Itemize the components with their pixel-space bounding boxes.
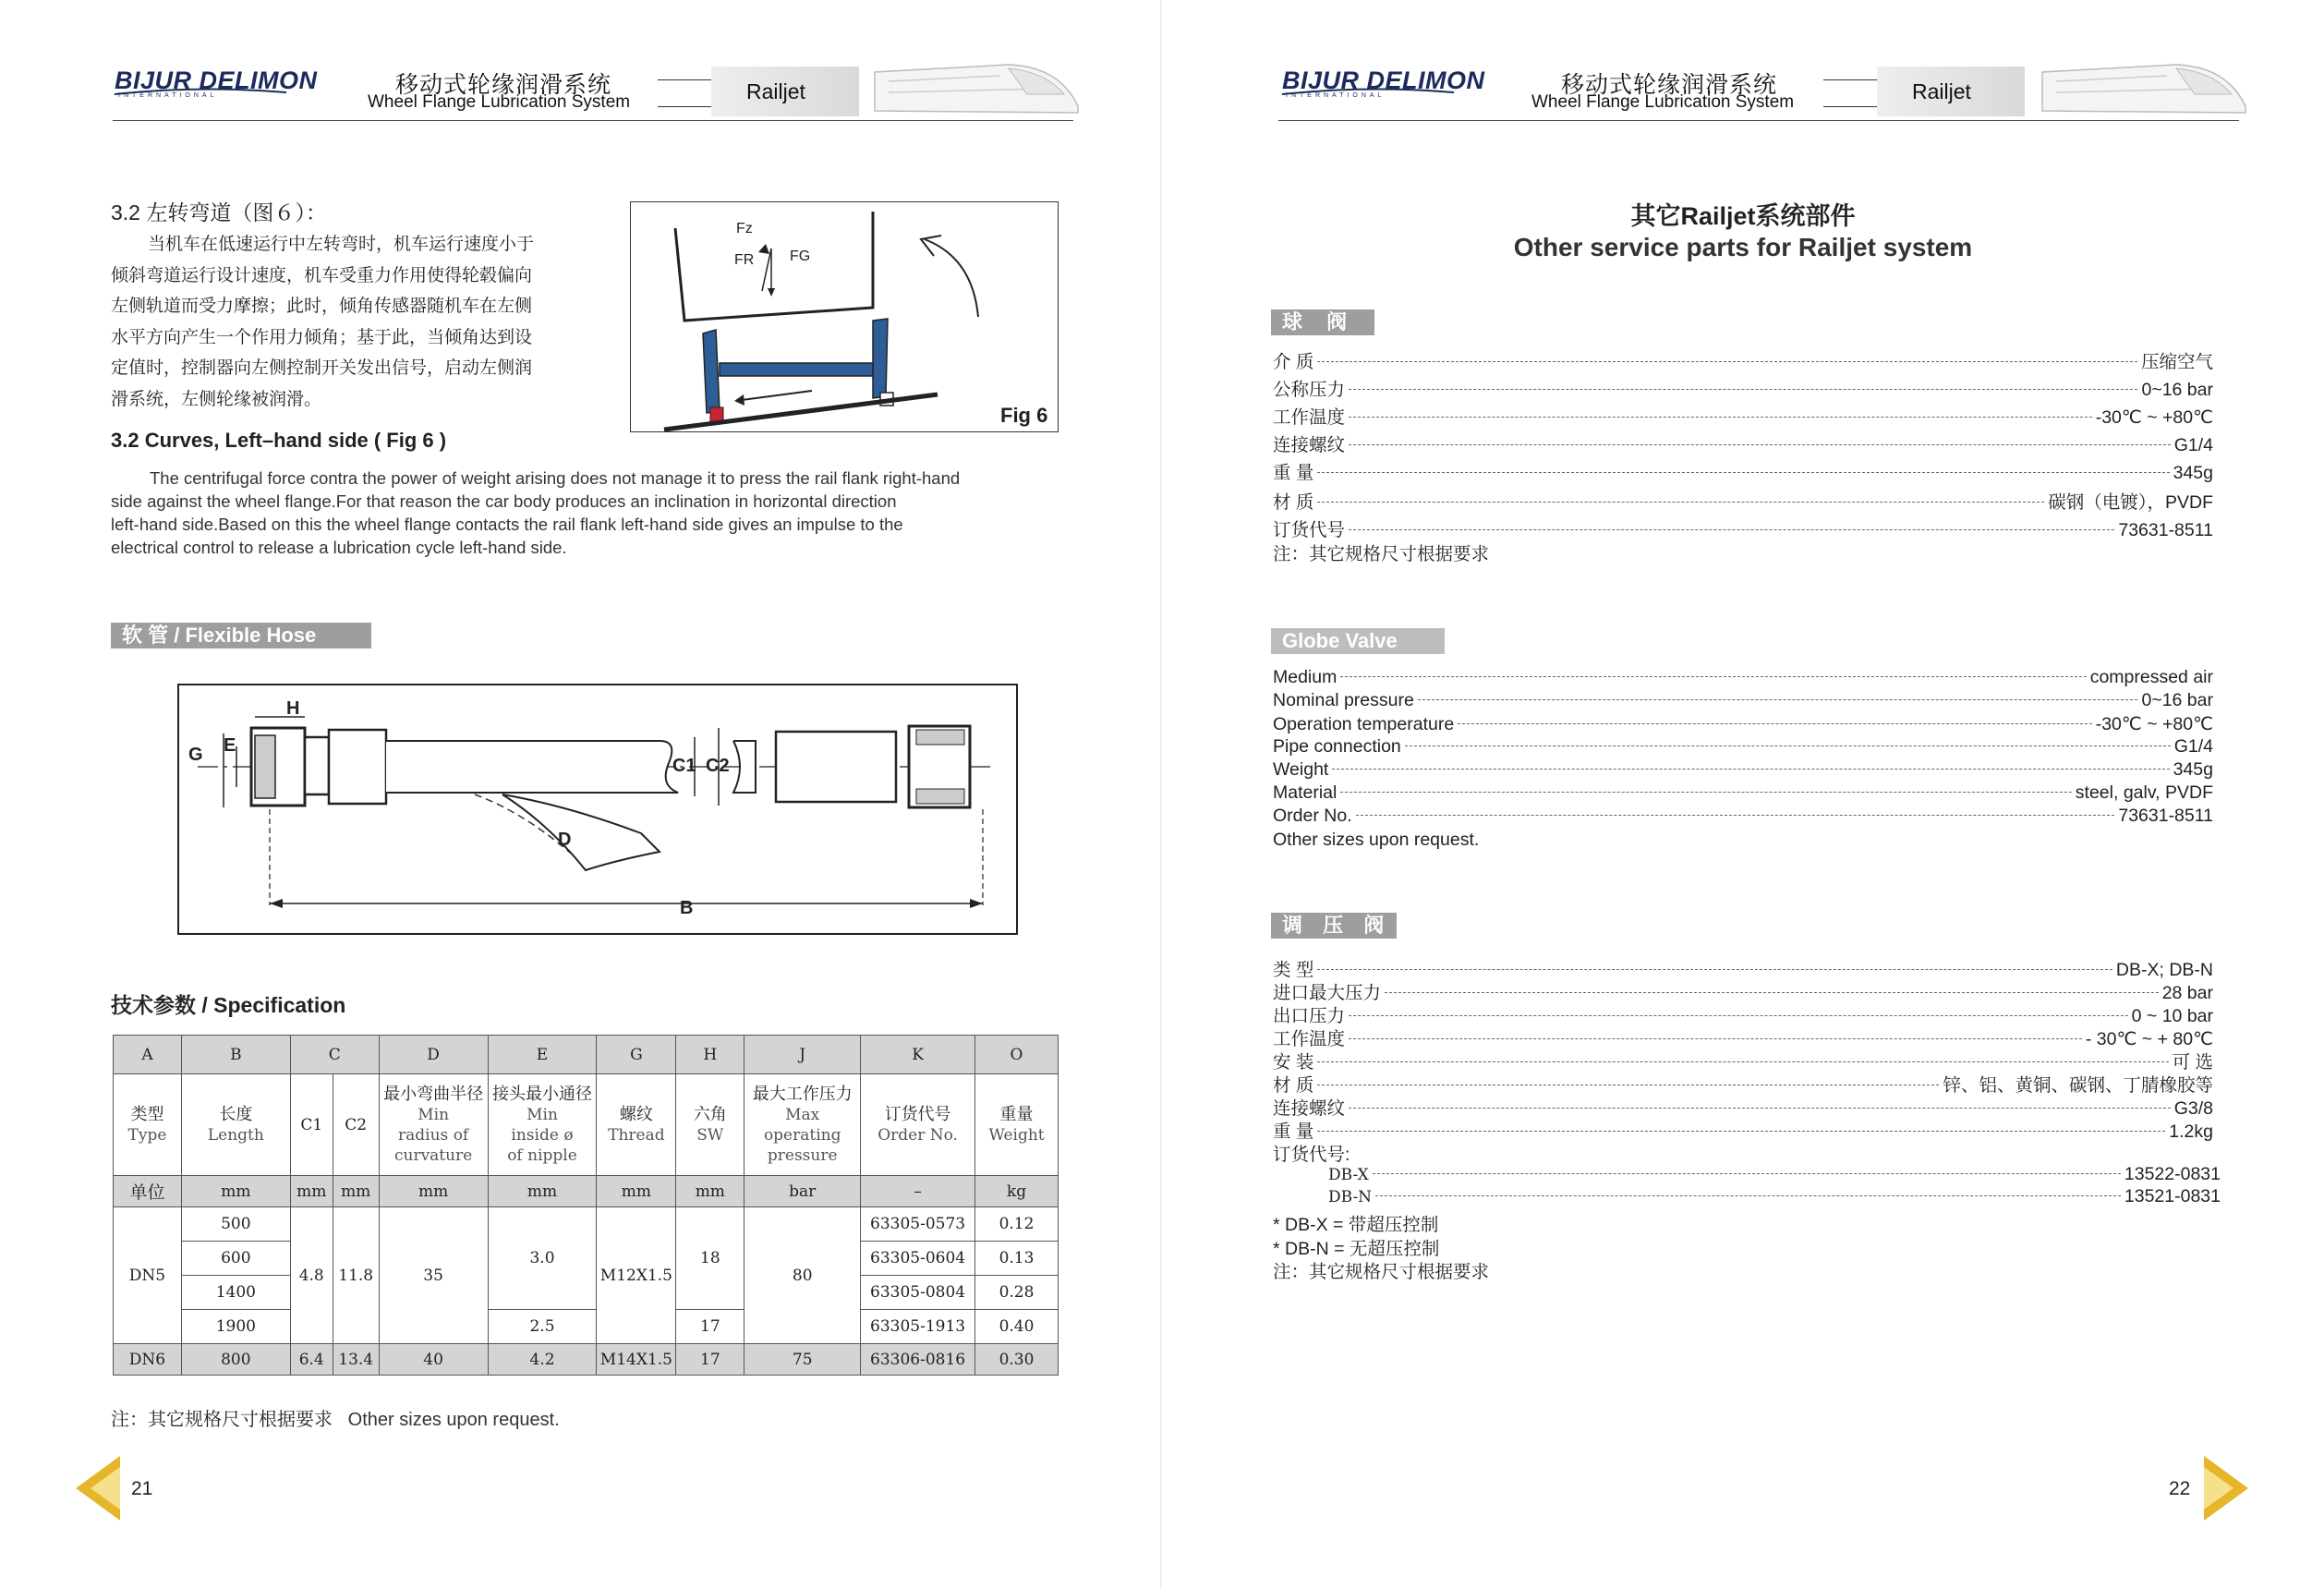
- leader-dots: [1458, 722, 2092, 724]
- spec-row-label: 重 量: [1273, 463, 1314, 483]
- leader-dots: [1349, 1037, 2082, 1039]
- hose-diagram: [179, 685, 1016, 933]
- leader-dots: [1349, 1107, 2171, 1109]
- table-cell: B: [181, 1036, 290, 1074]
- table-cell-c2: C2: [333, 1074, 379, 1176]
- leader-dots: [1317, 501, 2044, 503]
- table-cell: 1900: [181, 1310, 290, 1344]
- table-cell: 4.2: [488, 1344, 597, 1376]
- spec-row: [1273, 713, 2213, 735]
- section-cn-line: 定值时，控制器向左侧控制开关发出信号，启动左侧润: [111, 358, 533, 378]
- spec-row-value: 13521-0831: [2124, 1186, 2221, 1206]
- spec-row-value: 345g: [2173, 463, 2213, 483]
- hose-label-b: B: [680, 898, 694, 918]
- leader-dots: [1385, 991, 2159, 993]
- table-cell: 单位: [114, 1176, 182, 1207]
- spec-row: [1273, 430, 2213, 456]
- leader-dots: [1349, 416, 2092, 418]
- leader-dots: [1317, 471, 2169, 473]
- leader-dots: [1340, 675, 2086, 677]
- spec-row-label: Medium: [1273, 667, 1338, 687]
- table-cell-g: [597, 1074, 676, 1176]
- header-connector: [658, 79, 712, 107]
- leader-dots: [1405, 745, 2171, 746]
- table-cell-c1: C1: [290, 1074, 333, 1176]
- table-cell: mm: [290, 1176, 333, 1207]
- cell-line: SW: [696, 1125, 724, 1145]
- table-cell: 500: [181, 1207, 290, 1242]
- spec-row: [1273, 1094, 2213, 1120]
- cell-line: Min: [527, 1105, 558, 1124]
- leader-dots: [1349, 443, 2171, 445]
- table-cell: mm: [181, 1176, 290, 1207]
- spec-row-label: 连接螺纹: [1273, 1098, 1346, 1119]
- table-cell-o: [974, 1074, 1058, 1176]
- cell-line: 最小弯曲半径: [383, 1084, 484, 1104]
- table-cell-type: [114, 1074, 182, 1176]
- cell-line: operating: [763, 1125, 841, 1145]
- spec-row-label: 材 质: [1273, 1075, 1314, 1096]
- hose-diagram-frame: [177, 684, 1018, 935]
- ball-valve-note: 注：其它规格尺寸根据要求: [1273, 544, 1490, 564]
- spec-row-label: 介 质: [1273, 352, 1314, 372]
- section-en-line: The centrifugal force contra the power of weight arising does not manage it to press the rail flank right-hand: [150, 468, 961, 488]
- spec-row: [1273, 955, 2213, 981]
- table-cell: E: [488, 1036, 597, 1074]
- spec-row-label: Material: [1273, 782, 1338, 803]
- spec-row-value: 可 选: [2172, 1052, 2213, 1073]
- header-title-cn: 移动式轮缘润滑系统: [395, 72, 612, 98]
- leader-dots: [1349, 1014, 2128, 1016]
- spec-row-value: compressed air: [2089, 667, 2213, 687]
- cell-line: Type: [127, 1125, 167, 1145]
- section-en-line: electrical control to release a lubrication cycle left-hand side.: [111, 538, 567, 557]
- spec-row: [1273, 1001, 2213, 1027]
- spec-row-value: G3/8: [2173, 1098, 2213, 1119]
- header-title-en: Wheel Flange Lubrication System: [1531, 92, 1795, 112]
- table-cell: 80: [744, 1207, 861, 1344]
- table-cell: 3.0: [488, 1207, 597, 1310]
- table-cell: 11.8: [333, 1207, 379, 1344]
- spec-row-value: 1.2kg: [2169, 1121, 2213, 1142]
- table-cell: mm: [597, 1176, 676, 1207]
- spec-row: [1273, 759, 2213, 781]
- fig6-diagram: [631, 202, 1058, 431]
- section-band-ball-valve: 球 阀: [1271, 309, 1374, 335]
- spec-row-value: 锌、铝、黄铜、碳钢、丁腈橡胶等: [1943, 1075, 2213, 1096]
- spec-row-value: 碳钢（电镀），PVDF: [2048, 492, 2213, 513]
- spec-row-value: -30℃ ~ +80℃: [2095, 407, 2213, 428]
- spec-row-value: 压缩空气: [2140, 352, 2213, 372]
- right-title-cn: 其它Railjet系统部件: [1630, 202, 1856, 230]
- cell-line: 六角: [693, 1104, 727, 1124]
- table-cell: 600: [181, 1242, 290, 1276]
- spec-row-label: 出口压力: [1273, 1006, 1346, 1026]
- fig6-caption: Fig 6: [1000, 404, 1048, 427]
- table-cell: 0.30: [974, 1344, 1058, 1376]
- spec-row-label: 进口最大压力: [1273, 983, 1382, 1003]
- table-cell-d: [379, 1074, 488, 1176]
- table-cell: O: [974, 1036, 1058, 1074]
- table-cell: 17: [676, 1310, 744, 1344]
- table-cell: 63305-1913: [861, 1310, 975, 1344]
- spec-row-label: Pipe connection: [1273, 736, 1401, 757]
- section-en-title: 3.2 Curves, Left–hand side ( Fig 6 ): [111, 429, 447, 452]
- spec-row-value: DB-X; DB-N: [2115, 960, 2213, 980]
- spec-row: [1273, 375, 2213, 401]
- hose-label-d: D: [558, 830, 572, 850]
- table-row: [114, 1207, 1059, 1242]
- spec-row: [1273, 690, 2213, 711]
- spec-note-cn: 注：其它规格尺寸根据要求: [111, 1410, 333, 1430]
- spec-row-label: Nominal pressure: [1273, 690, 1414, 710]
- spec-row-label: 工作温度: [1273, 1029, 1346, 1049]
- table-cell: 63306-0816: [861, 1344, 975, 1376]
- table-cell: K: [861, 1036, 975, 1074]
- brand-logo: BIJUR DELIMON: [115, 67, 318, 94]
- leader-dots: [1317, 1130, 2165, 1132]
- spec-row: [1328, 1186, 2221, 1207]
- spec-row: [1273, 403, 2213, 429]
- table-cell: 800: [181, 1344, 290, 1376]
- table-row: [114, 1310, 1059, 1344]
- spec-row-label: 安 装: [1273, 1052, 1314, 1073]
- header-tag: Railjet: [746, 79, 805, 103]
- table-cell: D: [379, 1036, 488, 1074]
- table-cell: 0.12: [974, 1207, 1058, 1242]
- spec-row: [1273, 347, 2213, 373]
- brand-sub: INTERNATIONAL: [118, 92, 218, 99]
- leader-dots: [1332, 768, 2169, 770]
- spec-row-label: Order No.: [1273, 806, 1352, 826]
- globe-valve-note: Other sizes upon request.: [1273, 830, 1480, 850]
- spec-row-label: 工作温度: [1273, 407, 1346, 428]
- table-cell: 40: [379, 1344, 488, 1376]
- spec-note-en: Other sizes upon request.: [347, 1410, 560, 1430]
- fig6-frame: [630, 201, 1059, 432]
- cell-line: Length: [207, 1125, 264, 1145]
- cell-line: 长度: [219, 1104, 253, 1124]
- table-cell: 0.13: [974, 1242, 1058, 1276]
- section-band-regulator: 调 压 阀: [1271, 913, 1397, 939]
- table-cell: DN6: [114, 1344, 182, 1376]
- regulator-order-label: 订货代号:: [1273, 1145, 1350, 1165]
- page-number-right: 22: [2169, 1478, 2191, 1499]
- spec-row-label: Weight: [1273, 759, 1329, 780]
- spec-row-label: DB-X: [1328, 1166, 1369, 1184]
- table-cell: mm: [333, 1176, 379, 1207]
- table-cell: G: [597, 1036, 676, 1074]
- table-cell: –: [861, 1176, 975, 1207]
- spec-row-value: 0 ~ 10 bar: [2131, 1006, 2213, 1026]
- spec-row: [1273, 782, 2213, 804]
- section-cn-body: [111, 229, 582, 415]
- cell-line: 订货代号: [884, 1104, 951, 1124]
- page-number-left: 21: [131, 1478, 153, 1499]
- cell-line: 类型: [130, 1104, 164, 1124]
- hose-label-h: H: [286, 698, 300, 719]
- spec-row-value: - 30℃ ~ + 80℃: [2085, 1029, 2213, 1049]
- hose-label-e: E: [224, 735, 236, 756]
- table-row-letters: [114, 1036, 1059, 1074]
- table-cell: H: [676, 1036, 744, 1074]
- spec-row-label: 类 型: [1273, 960, 1314, 980]
- spec-row-value: 73631-8511: [2118, 806, 2213, 826]
- table-cell: mm: [379, 1176, 488, 1207]
- table-cell: 0.40: [974, 1310, 1058, 1344]
- table-cell-k: [861, 1074, 975, 1176]
- brand-logo: BIJUR DELIMON: [1282, 67, 1485, 94]
- table-cell: bar: [744, 1176, 861, 1207]
- section-en-body: [111, 467, 1057, 559]
- leader-dots: [1317, 1084, 1939, 1085]
- table-cell-j: [744, 1074, 861, 1176]
- header-title-cn: 移动式轮缘润滑系统: [1561, 72, 1778, 98]
- train-icon: [2038, 55, 2250, 120]
- section-en-line: left-hand side.Based on this the wheel flange contacts the rail flank left-hand side gives an impulse to the: [111, 515, 903, 534]
- spec-row: [1273, 736, 2213, 758]
- leader-dots: [1375, 1194, 2121, 1196]
- fig6-fz-label: Fz: [736, 221, 753, 236]
- section-cn-line: 滑系统，左侧轮缘被润滑。: [111, 389, 322, 409]
- spec-row-label: DB-N: [1328, 1188, 1373, 1206]
- spec-row: [1273, 806, 2213, 827]
- cell-line: of nipple: [507, 1146, 577, 1165]
- spec-row-label: 重 量: [1273, 1121, 1314, 1142]
- spec-row: [1273, 1048, 2213, 1073]
- table-cell: M14X1.5: [597, 1344, 676, 1376]
- table-cell: C: [290, 1036, 379, 1074]
- leader-dots: [1317, 360, 2137, 362]
- table-cell: 6.4: [290, 1344, 333, 1376]
- spec-row-value: steel, galv, PVDF: [2075, 782, 2213, 803]
- brand-sub: INTERNATIONAL: [1286, 92, 1386, 99]
- spec-row-label: 连接螺纹: [1273, 435, 1346, 455]
- table-cell: M12X1.5: [597, 1207, 676, 1344]
- cell-line: Max: [785, 1105, 820, 1124]
- cell-line: curvature: [393, 1146, 473, 1165]
- spec-table: [113, 1035, 1059, 1376]
- page-arrow-left-icon: [76, 1456, 122, 1521]
- table-cell: J: [744, 1036, 861, 1074]
- leader-dots: [1373, 1172, 2121, 1174]
- spec-row-label: Operation temperature: [1273, 714, 1455, 734]
- cell-line: radius of: [398, 1125, 469, 1145]
- train-icon: [870, 55, 1083, 120]
- spec-row-value: 0~16 bar: [2141, 380, 2213, 400]
- table-cell: 63305-0804: [861, 1276, 975, 1310]
- table-cell: mm: [488, 1176, 597, 1207]
- header-connector: [1823, 79, 1878, 107]
- table-cell: 17: [676, 1344, 744, 1376]
- section-cn-title: 3.2 左转弯道（图６）：: [111, 200, 327, 224]
- fig6-fr-label: FR: [734, 252, 755, 268]
- leader-dots: [1418, 698, 2138, 700]
- spec-title: 技术参数 / Specification: [111, 993, 346, 1017]
- spec-row-label: 公称压力: [1273, 380, 1346, 400]
- header-tag: Railjet: [1912, 79, 1971, 103]
- fig6-fg-label: FG: [790, 249, 811, 264]
- table-cell: 1400: [181, 1276, 290, 1310]
- section-cn-line: 倾斜弯道运行设计速度，机车受重力作用使得轮毂偏向: [111, 265, 533, 285]
- table-cell: DN5: [114, 1207, 182, 1344]
- spec-row: [1273, 1024, 2213, 1050]
- spec-row: [1273, 978, 2213, 1004]
- spec-row-value: G1/4: [2173, 736, 2213, 757]
- spec-row-value: 28 bar: [2161, 983, 2213, 1003]
- spec-row-label: 订货代号: [1273, 520, 1346, 540]
- table-cell-h: [676, 1074, 744, 1176]
- spec-row: [1328, 1164, 2221, 1185]
- right-title-en: Other service parts for Railjet system: [1513, 233, 1973, 261]
- regulator-note: * DB-X = 带超压控制: [1273, 1215, 1439, 1235]
- spec-note: [111, 1404, 560, 1431]
- table-cell: 75: [744, 1344, 861, 1376]
- table-cell-e: [488, 1074, 597, 1176]
- cell-line: pressure: [767, 1146, 838, 1165]
- table-row-names: [114, 1074, 1059, 1176]
- leader-dots: [1317, 968, 2112, 970]
- table-cell: 0.28: [974, 1276, 1058, 1310]
- spec-row-value: 13522-0831: [2124, 1164, 2221, 1184]
- header-title-en: Wheel Flange Lubrication System: [368, 92, 631, 112]
- table-cell: 63305-0573: [861, 1207, 975, 1242]
- table-cell: A: [114, 1036, 182, 1074]
- table-row-units: [114, 1176, 1059, 1207]
- hose-label-g: G: [188, 745, 203, 765]
- section-cn-line: 水平方向产生一个作用力倾角；基于此，当倾角达到设: [111, 327, 533, 347]
- header-rule: [1278, 120, 2239, 121]
- section-band-hose: 软 管 / Flexible Hose: [111, 623, 371, 649]
- section-cn-line: 左侧轨道而受力摩擦；此时，倾角传感器随机车在左侧: [111, 297, 533, 316]
- table-cell: 4.8: [290, 1207, 333, 1344]
- section-band-globe-valve: Globe Valve: [1271, 628, 1445, 654]
- hose-label-c1: C1: [672, 756, 696, 776]
- cell-line: 重量: [999, 1104, 1034, 1124]
- table-cell: kg: [974, 1176, 1058, 1207]
- spec-row: [1273, 458, 2213, 484]
- spec-row-value: 0~16 bar: [2141, 690, 2213, 710]
- cell-line: 接头最小通径: [491, 1084, 592, 1104]
- section-en-line: side against the wheel flange.For that reason the car body produces an inclination in horizontal direction: [111, 491, 897, 511]
- spec-row-value: 73631-8511: [2118, 520, 2213, 540]
- cell-line: Min: [418, 1105, 450, 1124]
- spec-row-label: 材 质: [1273, 492, 1314, 513]
- spec-row: [1273, 515, 2213, 541]
- spec-row-value: -30℃ ~ +80℃: [2095, 714, 2213, 734]
- cell-line: 最大工作压力: [752, 1084, 853, 1104]
- cell-line: Order No.: [878, 1125, 958, 1145]
- leader-dots: [1340, 791, 2071, 793]
- table-cell: mm: [676, 1176, 744, 1207]
- cell-line: Weight: [988, 1125, 1045, 1145]
- spec-row: [1273, 667, 2213, 688]
- table-row: [114, 1344, 1059, 1376]
- leader-dots: [1317, 1061, 2168, 1062]
- cell-line: 螺纹: [619, 1104, 653, 1124]
- table-cell: 35: [379, 1207, 488, 1344]
- table-cell: 18: [676, 1207, 744, 1310]
- leader-dots: [1349, 388, 2137, 390]
- table-cell-length: [181, 1074, 290, 1176]
- table-cell: 63305-0604: [861, 1242, 975, 1276]
- section-cn-line: 当机车在低速运行中左转弯时，机车运行速度小于: [148, 235, 535, 254]
- regulator-note: 注：其它规格尺寸根据要求: [1273, 1262, 1490, 1282]
- spec-row-value: G1/4: [2173, 435, 2213, 455]
- regulator-note: * DB-N = 无超压控制: [1273, 1239, 1440, 1259]
- hose-label-c2: C2: [706, 756, 730, 776]
- spec-row-value: 345g: [2173, 759, 2213, 780]
- table-cell: 2.5: [488, 1310, 597, 1344]
- table-cell: 13.4: [333, 1344, 379, 1376]
- spec-row: [1273, 488, 2213, 514]
- page-arrow-right-icon: [2204, 1456, 2250, 1521]
- header-rule: [113, 120, 1073, 121]
- spec-row: [1273, 1117, 2213, 1143]
- leader-dots: [1356, 814, 2115, 816]
- cell-line: Thread: [608, 1125, 665, 1145]
- cell-line: inside ø: [511, 1125, 574, 1145]
- spec-row: [1273, 1071, 2213, 1097]
- leader-dots: [1349, 528, 2114, 530]
